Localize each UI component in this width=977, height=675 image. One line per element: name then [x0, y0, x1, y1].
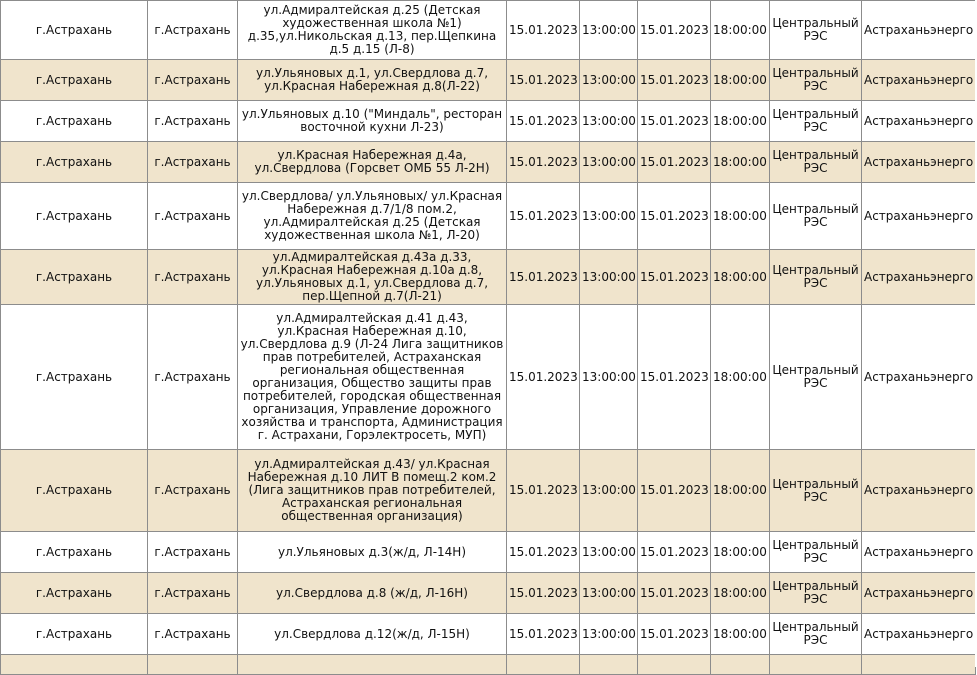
cell-address: ул.Свердлова д.12(ж/д, Л-15Н)	[238, 614, 507, 655]
table-row	[1, 101, 976, 142]
cell-res	[770, 655, 862, 675]
cell-address: ул.Свердлова д.8 (ж/д, Л-16Н)	[238, 573, 507, 614]
cell-organization: Астраханьэнерго	[862, 60, 976, 101]
cell-start-date: 15.01.2023	[507, 250, 580, 305]
cell-city: г.Астрахань	[1, 183, 148, 250]
cell-res: Центральный РЭС	[770, 573, 862, 614]
cell-district: г.Астрахань	[148, 142, 238, 183]
cell-organization: Астраханьэнерго	[862, 101, 976, 142]
cell-end-time: 18:00:00	[711, 614, 770, 655]
cell-start-time: 13:00:00	[580, 183, 638, 250]
table-row	[1, 60, 976, 101]
cell-res: Центральный РЭС	[770, 532, 862, 573]
cell-address: ул.Адмиралтейская д.43а д.33, ул.Красная Набережная д.10а д.8, ул.Ульяновых д.1, ул.Свердлова д.7, пер.Щепной д.7(Л-21)	[238, 250, 507, 305]
table-row	[1, 450, 976, 532]
cell-organization: Астраханьэнерго	[862, 1, 976, 60]
cell-city: г.Астрахань	[1, 142, 148, 183]
cell-city: г.Астрахань	[1, 305, 148, 450]
cell-start-date: 15.01.2023	[507, 183, 580, 250]
cell-end-date: 15.01.2023	[638, 1, 711, 60]
cell-city: г.Астрахань	[1, 614, 148, 655]
cell-end-time: 18:00:00	[711, 532, 770, 573]
cell-district: г.Астрахань	[148, 573, 238, 614]
cell-organization: Астраханьэнерго	[862, 614, 976, 655]
cell-start-time: 13:00:00	[580, 305, 638, 450]
cell-res: Центральный РЭС	[770, 450, 862, 532]
cell-address: ул.Красная Набережная д.4а, ул.Свердлова (Горсвет ОМБ 55 Л-2Н)	[238, 142, 507, 183]
cell-organization: Астраханьэнерго	[862, 305, 976, 450]
cell-end-time: 18:00:00	[711, 1, 770, 60]
cell-district	[148, 655, 238, 675]
cell-end-date: 15.01.2023	[638, 250, 711, 305]
cell-city: г.Астрахань	[1, 573, 148, 614]
cell-end-date: 15.01.2023	[638, 60, 711, 101]
cell-organization: Астраханьэнерго	[862, 573, 976, 614]
cell-start-time: 13:00:00	[580, 1, 638, 60]
cell-end-time: 18:00:00	[711, 573, 770, 614]
cell-start-time: 13:00:00	[580, 60, 638, 101]
cell-end-date: 15.01.2023	[638, 450, 711, 532]
cell-res: Центральный РЭС	[770, 305, 862, 450]
cell-start-time	[580, 655, 638, 675]
cell-address: ул.Адмиралтейская д.41 д.43, ул.Красная Набережная д.10, ул.Свердлова д.9 (Л-24 Лига защитников прав потребителей, Астраханская региональная общественная организация, Общество защиты прав потребителей, городская общественная организация, Управление дорожного хозяйства и транспорта, Администрация г. Астрахани, Горэлектросеть, МУП)	[238, 305, 507, 450]
cell-address: ул.Адмиралтейская д.43/ ул.Красная Набережная д.10 ЛИТ В помещ.2 ком.2 (Лига защитников прав потребителей, Астраханская региональная общественная организация)	[238, 450, 507, 532]
cell-address: ул.Свердлова/ ул.Ульяновых/ ул.Красная Набережная д.7/1/8 пом.2, ул.Адмиралтейская д.25 (Детская художественная школа №1, Л-20)	[238, 183, 507, 250]
outage-table-body	[1, 1, 976, 675]
cell-start-date: 15.01.2023	[507, 532, 580, 573]
cell-district: г.Астрахань	[148, 532, 238, 573]
cell-res: Центральный РЭС	[770, 1, 862, 60]
cell-end-date: 15.01.2023	[638, 183, 711, 250]
cell-start-date: 15.01.2023	[507, 60, 580, 101]
cell-end-date: 15.01.2023	[638, 532, 711, 573]
cell-start-date	[507, 655, 580, 675]
cell-start-time: 13:00:00	[580, 142, 638, 183]
cell-district: г.Астрахань	[148, 250, 238, 305]
cell-start-date: 15.01.2023	[507, 305, 580, 450]
cell-city: г.Астрахань	[1, 532, 148, 573]
table-row	[1, 142, 976, 183]
cell-organization: Астраханьэнерго	[862, 250, 976, 305]
table-row	[1, 573, 976, 614]
cell-start-date: 15.01.2023	[507, 101, 580, 142]
cell-res: Центральный РЭС	[770, 614, 862, 655]
cell-res: Центральный РЭС	[770, 101, 862, 142]
cell-organization: Астраханьэнерго	[862, 532, 976, 573]
cell-res: Центральный РЭС	[770, 250, 862, 305]
cell-city: г.Астрахань	[1, 101, 148, 142]
cell-address: ул.Ульяновых д.3(ж/д, Л-14Н)	[238, 532, 507, 573]
cell-city: г.Астрахань	[1, 1, 148, 60]
cell-address: ул.Ульяновых д.1, ул.Свердлова д.7, ул.Красная Набережная д.8(Л-22)	[238, 60, 507, 101]
cell-city: г.Астрахань	[1, 250, 148, 305]
cell-end-time	[711, 655, 770, 675]
cell-end-date	[638, 655, 711, 675]
cell-start-date: 15.01.2023	[507, 142, 580, 183]
cell-organization	[862, 655, 976, 675]
table-row	[1, 183, 976, 250]
cell-start-time: 13:00:00	[580, 101, 638, 142]
cell-start-time: 13:00:00	[580, 573, 638, 614]
cell-end-date: 15.01.2023	[638, 142, 711, 183]
cell-end-date: 15.01.2023	[638, 614, 711, 655]
table-row	[1, 532, 976, 573]
cell-end-time: 18:00:00	[711, 450, 770, 532]
table-row	[1, 250, 976, 305]
cell-res: Центральный РЭС	[770, 142, 862, 183]
cell-start-date: 15.01.2023	[507, 450, 580, 532]
cell-start-date: 15.01.2023	[507, 573, 580, 614]
cell-district: г.Астрахань	[148, 183, 238, 250]
table-row	[1, 655, 976, 675]
table-row	[1, 305, 976, 450]
cell-end-time: 18:00:00	[711, 250, 770, 305]
cell-end-time: 18:00:00	[711, 60, 770, 101]
cell-start-date: 15.01.2023	[507, 614, 580, 655]
cell-district: г.Астрахань	[148, 1, 238, 60]
cell-end-date: 15.01.2023	[638, 101, 711, 142]
table-row	[1, 1, 976, 60]
cell-district: г.Астрахань	[148, 614, 238, 655]
cell-organization: Астраханьэнерго	[862, 142, 976, 183]
table-row	[1, 614, 976, 655]
cell-res: Центральный РЭС	[770, 60, 862, 101]
cell-address: ул.Ульяновых д.10 ("Миндаль", ресторан восточной кухни Л-23)	[238, 101, 507, 142]
cell-end-time: 18:00:00	[711, 101, 770, 142]
cell-start-time: 13:00:00	[580, 532, 638, 573]
cell-city: г.Астрахань	[1, 450, 148, 532]
cell-start-time: 13:00:00	[580, 450, 638, 532]
cell-end-time: 18:00:00	[711, 183, 770, 250]
cell-end-time: 18:00:00	[711, 305, 770, 450]
cell-start-date: 15.01.2023	[507, 1, 580, 60]
cell-address: ул.Адмиралтейская д.25 (Детская художественная школа №1) д.35,ул.Никольская д.13, пер.Щепкина д.5 д.15 (Л-8)	[238, 1, 507, 60]
cell-organization: Астраханьэнерго	[862, 450, 976, 532]
cell-res: Центральный РЭС	[770, 183, 862, 250]
cell-district: г.Астрахань	[148, 305, 238, 450]
cell-start-time: 13:00:00	[580, 250, 638, 305]
cell-end-time: 18:00:00	[711, 142, 770, 183]
cell-district: г.Астрахань	[148, 101, 238, 142]
cell-start-time: 13:00:00	[580, 614, 638, 655]
cell-city	[1, 655, 148, 675]
cell-end-date: 15.01.2023	[638, 305, 711, 450]
cell-address	[238, 655, 507, 675]
cell-district: г.Астрахань	[148, 450, 238, 532]
cell-end-date: 15.01.2023	[638, 573, 711, 614]
cell-city: г.Астрахань	[1, 60, 148, 101]
cell-organization: Астраханьэнерго	[862, 183, 976, 250]
cell-district: г.Астрахань	[148, 60, 238, 101]
